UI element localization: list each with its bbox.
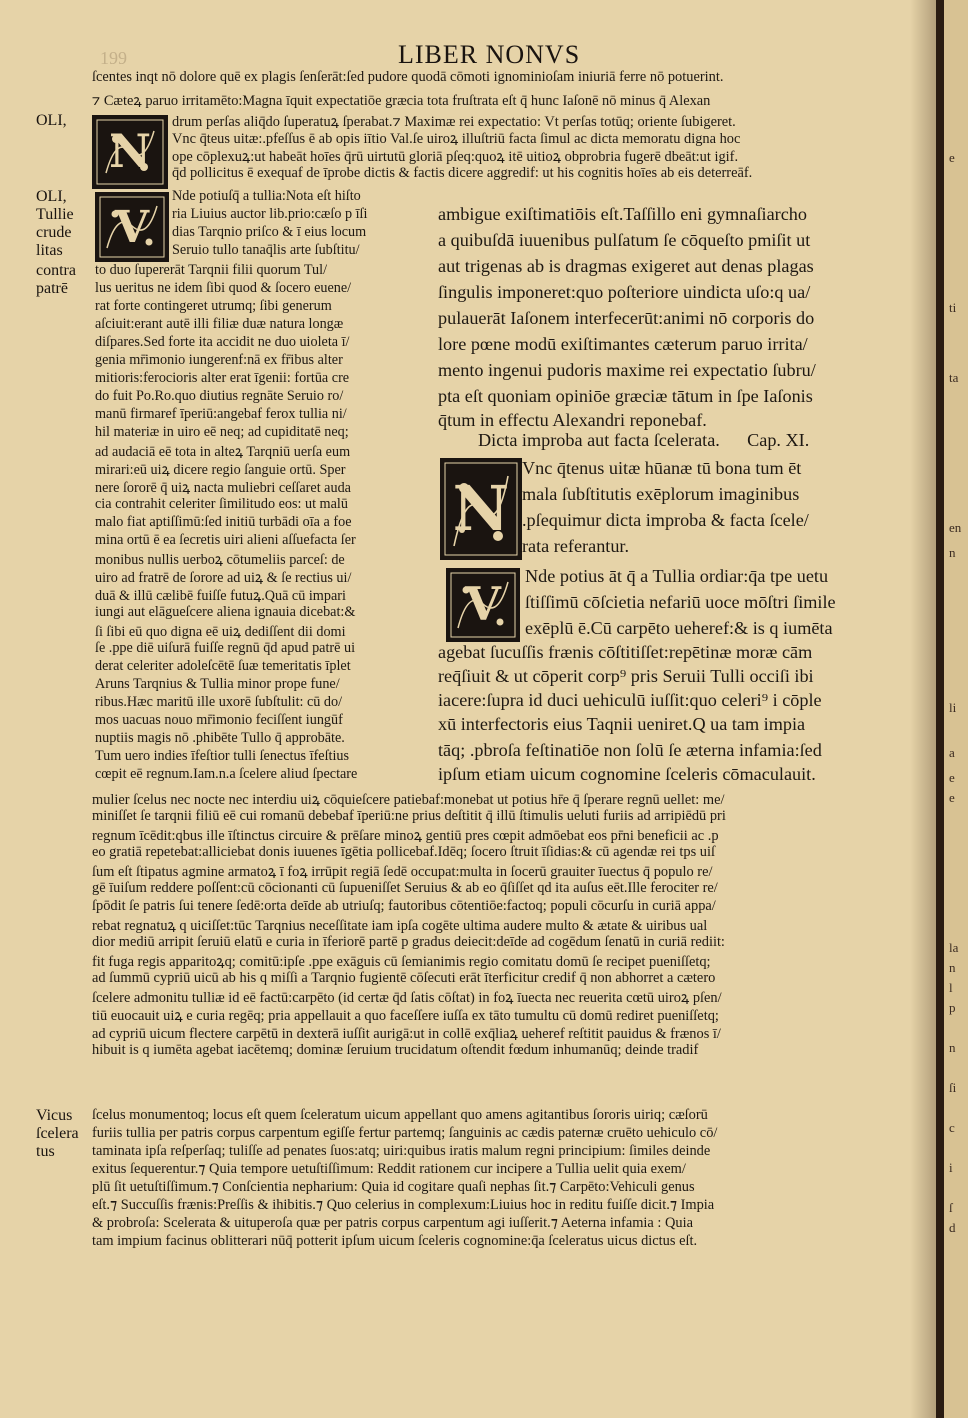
- facing-page-edge: [944, 0, 968, 1418]
- text-line: monibus nullis uerboꝝ cōtumeliis parceſ: de: [95, 552, 345, 568]
- floral-initial-icon: [442, 460, 520, 558]
- text-line: eo gratiā repetebat:alliciebat donis iuuenes īgētia pollicebaf.Idēq; ſocero ſtruit īſidias:& cū agendæ rei tps uiſ: [92, 844, 715, 860]
- decorated-initial: [446, 568, 520, 642]
- text-line: ſpōdit ſe patris ſui tenere ſedē:orta deīde ab utriuſq; fautoribus cōtentiōe:factoq; populi cōcurſu in curiā appa/: [92, 898, 716, 914]
- text-line: nere ſororē q̄ uiꝝ nacta muliebri ceſſaret auda: [95, 480, 351, 496]
- text-line: ad audaciā eē tota in alteꝝ Tarqniū uerſa eum: [95, 444, 351, 460]
- facing-fragment: li: [949, 700, 957, 715]
- facing-fragment: ta: [949, 370, 959, 385]
- text-line: ſi ſibi eū quo digna eē uiꝝ dediſſent dii domi: [95, 624, 346, 640]
- facing-fragment: l: [949, 980, 953, 995]
- svg-text:V: V: [114, 202, 150, 253]
- text-line: cœpit eē regnum.Iam.n.a ſcelere aliud ſpectare: [95, 766, 358, 782]
- text-line: agebat ſucuſſis frænis cōſtitiſſet:repētinæ moræ cām: [438, 642, 813, 662]
- text-line: ribus.Hæc maritū ille uxorē ſubſtulit: cū do/: [95, 694, 343, 710]
- text-line: hibuit is q iumēta agebat iacētemq; dominæ ſeruium trucidatum oſtendit fœdum inhumanūq; deinde tradif: [92, 1042, 699, 1058]
- facing-fragment: d: [949, 1220, 956, 1235]
- facing-fragment: n: [949, 960, 956, 975]
- facing-fragment: e: [949, 790, 955, 805]
- svg-text:V: V: [465, 577, 501, 631]
- text-line: req̄ſiuit & ut cōperit corp⁹ pris Seruii Tulli occiſi ibi: [438, 666, 814, 686]
- text-line: ope cōplexuꝝ:ut habeāt hoīes q̄rū uirtutū gloriā pſeq:quoꝝ itē uitioꝝ obprobria fugerē dbeāt:ut igif.: [172, 149, 739, 165]
- text-line: ſingulis imponeret:quo poſteriore uindicta uſo:q ua/: [438, 282, 811, 302]
- facing-fragment: ti: [949, 300, 957, 315]
- text-line: Vnc q̄tenus uitæ hūanæ tū bona tum ēt: [522, 458, 802, 478]
- facing-fragment: e: [949, 150, 955, 165]
- facing-fragment: ſ: [949, 1200, 953, 1215]
- text-line: pulauerāt Iaſonem interfecerūt:animi nō corporis do: [438, 308, 815, 328]
- floral-initial-icon: [94, 117, 166, 187]
- text-line: drum perſas aliq̄do ſuperatuꝝ ſperabat.⁊ Maximæ rei expectatio: Vt perſas totūq; oriente ſubigeret.: [172, 114, 736, 130]
- text-line: tiū euocauit uiꝝ e curia regēq; pria appellauit a quo faceſſere iuſſa ex tāto tumultu cū domū rediret pueniſſetq;: [92, 1008, 719, 1024]
- svg-text:N: N: [452, 472, 510, 545]
- text-line: ſe .ppe diē uiſurā fuiſſe regnū q̄d apud patrē ui: [95, 640, 356, 656]
- text-line: ipſum etiam uicum cognomine ſceleris cōmaculauit.: [438, 764, 816, 784]
- svg-text:N: N: [108, 124, 152, 178]
- text-line: dias Tarqnio priſco & ī eius locum: [172, 224, 367, 240]
- text-line: iungi aut elāgueſcere aliena ignauia dicebat:&: [95, 604, 356, 620]
- text-line: q̄d pollicitus ē exequaf de īprobe dictis & factis dicere aggredif: ut his cognitis hoīes ab eis deterreāf.: [172, 165, 753, 181]
- text-line: taminata ipſa reſperſaq; tuliſſe ad penates ſuos:atq; uiri:quibus iratis malum regni principium: ſimiles deinde: [92, 1143, 711, 1159]
- text-line: Nde potiuſq̄ a tullia:Nota eſt hiſto: [172, 188, 361, 204]
- text-line: fit fuga regis apparitoꝝq; comitū:ipſe .ppe exāguis cū ſemianimis regio comitatu domū ſe recipet pueniſſetq;: [92, 954, 711, 970]
- margin-note: tus: [36, 1143, 55, 1160]
- text-line: malo fiat aptiſſimū:ſed initiū turbādi oīa a foe: [95, 514, 352, 530]
- text-line: Seruio tullo tanaq̄lis arte ſubſtitu/: [172, 242, 360, 258]
- text-line: mitioris:ferocioris alter erat īgenii: fortūa cre: [95, 370, 350, 386]
- text-line: manū firmaref īperiū:angebaf ferox tullia ni/: [95, 406, 347, 422]
- text-line: mala ſubſtitutis exēplorum imaginibus: [522, 484, 800, 504]
- facing-fragment: en: [949, 520, 962, 535]
- text-line: ad cypriū uicum flectere carpētū in dexterā iuſſit aurigā:ut in collē exq̄liaꝝ ueheref reſtitit pauidus & frænos ī/: [92, 1026, 721, 1042]
- facing-fragment: la: [949, 940, 959, 955]
- text-line: plū ſit uetuſtiſſimum.⁊ Conſcientia nepharium: Quia id cogitare quaſi nephas ſit.⁊ Carpēto:Vehiculi genus: [92, 1179, 695, 1195]
- running-head: LIBER NONVS: [398, 40, 581, 69]
- text-line: eſt.⁊ Succuſſis frænis:Preſſis & ihibitis.⁊ Quo celerius in complexum:Liuius hoc in reditu fuiſſe dicit.⁊ Impia: [92, 1197, 715, 1213]
- text-line: genia mr̄imonio iungerenf:nā ex fr̄ibus alter: [95, 352, 343, 368]
- margin-note: ſcelera: [36, 1125, 79, 1142]
- text-line: Vnc q̄teus uitæ:.pfeſſus ē ab opis iītio Val.ſe uiroꝝ illuſtriū facta ſimul ac dicta memoratu digna hoc: [172, 131, 741, 147]
- text-line: mulier ſcelus nec nocte nec interdiu uiꝝ cōquieſcere patiebaf:monebat ut potius hr̄e q̄ ſperare regnū uellet: me/: [92, 792, 725, 808]
- text-line: do fuit Po.Ro.quo diutius regnāte Seruio ro/: [95, 388, 344, 404]
- margin-note: Vicus: [36, 1107, 73, 1124]
- text-line: iacere:ſupra id duci uehiculū iuſſit:quo celeri⁹ i cōple: [438, 690, 822, 710]
- decorated-initial: [440, 458, 522, 560]
- floral-initial-icon: [448, 570, 518, 640]
- chapter-heading: Dicta improba aut facta ſcelerata. Cap. XI.: [478, 430, 810, 450]
- decorated-initial: [95, 192, 169, 262]
- text-line: uiro ad fratrē de ſorore ad uiꝝ & ſe rectius ui/: [95, 570, 352, 586]
- text-line: exēplū ē.Cū carpēto ueheref:& is q iumēta: [525, 618, 833, 638]
- margin-note: contra: [36, 262, 76, 279]
- decorated-initial: [92, 115, 168, 189]
- text-line: pta eſt quoniam opiniōe græciæ tātum in ſpe Iaſonis: [438, 386, 813, 406]
- text-line: q̄tum in effectu Alexandri reponebaf.: [438, 410, 707, 430]
- text-line: mirari:eū uiꝝ dicere regio ſanguie ortū. Sper: [95, 462, 346, 478]
- facing-fragment: n: [949, 1040, 956, 1055]
- text-line: Aruns Tarqnius & Tullia minor prope fune/: [95, 676, 340, 692]
- text-line: nuptiis magis nō .phibēte Tullo q̄ approbāte.: [95, 730, 345, 746]
- text-line: a quibuſdā iuuenibus pulſatum ſe cōqueſto pmiſit ut: [438, 230, 811, 250]
- facing-fragment: a: [949, 745, 955, 760]
- text-line: .pſequimur dicta improba & facta ſcele/: [522, 510, 809, 530]
- text-line: mento ingenui pudoris maxime rei expectatio ſubru/: [438, 360, 816, 380]
- text-line: exitus ſequerentur.⁊ Quia tempore uetuſtiſſimum: Reddit rationem cur incipere a Tullia uelit quia exem/: [92, 1161, 686, 1177]
- text-line: Tum uero indies īfeſtior tulli ſenectus īfeſtius: [95, 748, 350, 764]
- text-line: miniſſet ſe tarqnii filiū eē cui romanū debebaf īperiū:ne prius deſtitit q̄ illū ſtimulis ueluti furiis ad arripiēdū pri: [92, 808, 726, 824]
- margin-note: Tullie: [36, 206, 74, 223]
- text-line: mos uacuas nouo mr̄imonio feciſſent iungūf: [95, 712, 343, 728]
- facing-fragment: p: [949, 1000, 956, 1015]
- text-line: ⁊ Cæteꝝ paruo irritamēto:Magna īquit expectatiōe græcia tota fruſtrata eſt q̄ hunc Iaſonē nō minus q̄ Alexan: [92, 93, 711, 109]
- text-line: tāq; .pbroſa feſtinatiōe non ſolū ſe æterna infamia:ſed: [438, 740, 822, 760]
- text-line: lore pœne modū exiſtimantes cæterum paruo irrita/: [438, 334, 808, 354]
- text-line: ad ſummū cypriū uicū ab his q miſſi a Tarqnio fugientē cōſecuti erāt īterficitur credif q̄ non abhorret a cætero: [92, 970, 716, 986]
- text-line: rebat regnatuꝝ q uiciſſet:tūc Tarqnius neceſſitate iam ipſa cogēte ultima audere multo & ætate & uiribus ual: [92, 918, 708, 934]
- margin-note: patrē: [36, 280, 68, 297]
- text-line: xū interfectoris eius Taqnii ueniret.Q ua tam impia: [438, 714, 806, 734]
- text-line: gē īuiſum reddere poſſent:cū cōcionanti cū ſupueniſſet Seruius & ab eo q̄ſiſſet qd ita auſus eēt.Ille ferociter re/: [92, 880, 718, 896]
- margin-note: OLI,: [36, 188, 67, 205]
- text-line: mina ortū ē ea ſecretis uiri alieni aſſuefacta ſer: [95, 532, 356, 548]
- margin-note: crude: [36, 224, 72, 241]
- text-line: ſtiſſimū cōſcietia nefariū uoce mōſtri ſimile: [525, 592, 836, 612]
- text-line: hil materiæ in uiro eē neq; ad cupiditatē neq;: [95, 424, 349, 440]
- facing-fragment: ſi: [949, 1080, 957, 1095]
- text-line: ſcelus monumentoq; locus eſt quem ſceleratum uicum appellant quo amens agitantibus ſororis uiriq; cæſorū: [92, 1107, 708, 1123]
- margin-note: OLI,: [36, 112, 67, 129]
- facing-fragment: e: [949, 770, 955, 785]
- text-line: ſcelere admonitu tulliæ id eē factū:carpēto (id certæ q̄d ſatis cōſtat) in foꝝ īuecta nec reuerita cœtū uiroꝝ pſen/: [92, 990, 722, 1006]
- text-line: ria Liuius auctor lib.prio:cæſo p īſi: [172, 206, 368, 222]
- text-line: Nde potius āt q̄ a Tullia ordiar:q̄a tpe uetu: [525, 566, 829, 586]
- text-line: ambigue exiſtimatiōis eſt.Taſſillo eni gymnaſiarcho: [438, 204, 807, 224]
- text-line: aſciuit:erant autē illi filiæ duæ natura longæ: [95, 316, 344, 332]
- book-gutter: [936, 0, 944, 1418]
- text-line: rata referantur.: [522, 536, 630, 556]
- facing-fragment: n: [949, 545, 956, 560]
- text-line: dior mediū arripit ſeruiū elatū e curia in īferiorē partē p gradus deiecit:deīde ad cogēdum ſenatū in curiā rediit:: [92, 934, 725, 950]
- text-line: furiis tullia per patris corpus carpentum egiſſe fertur partemq; ſanguinis ac cædis paternæ cruēto uehiculo cō/: [92, 1125, 718, 1141]
- text-line: to duo ſupererāt Tarqnii filii quorum Tul/: [95, 262, 328, 278]
- text-line: ſum eſt ſtipatus agmine armatoꝝ ī foꝝ irrūpit regiā ſedē occupat:multa in ſocerū grauiter īuectus q̄ populo re/: [92, 864, 713, 880]
- text-line: duā & illū cælibē fuiſſe futuꝝ.Quā cū impari: [95, 588, 346, 604]
- text-line: & probroſa: Scelerata & uituperoſa quæ per patris corpus carpentum agi iuſſerit.⁊ Aeterna infamia : Quia: [92, 1215, 693, 1231]
- bleed-through-folio: 199: [100, 48, 127, 68]
- text-line: tam impium facinus oblitterari nūq̄ potterit ipſum uicum ſceleris cognomine:q̄a ſceleratus uicus dictus eſt.: [92, 1233, 698, 1249]
- text-line: diſpares.Sed forte ita accidit ne duo uioleta ī/: [95, 334, 350, 350]
- text-line: derat celeriter adoleſcētē ſuæ temeritatis īplet: [95, 658, 351, 674]
- text-line: regnum īcēdit:qbus ille īſtinctus circuire & prēſare minoꝝ gentiū pres cœpit admōebat eos pr̄ni beneficii ac .p: [92, 828, 719, 844]
- text-line: cia contrahit celeriter ſimilitudo eos: ut malū: [95, 496, 348, 512]
- text-line: lus ueritus ne idem ſibi quod & ſocero euene/: [95, 280, 352, 296]
- text-line: ſcentes inqt nō dolore quē ex plagis ſenſerāt:ſed pudore quodā cōmoti ignominioſam iniuriā ferre nō potuerint.: [92, 69, 724, 85]
- text-line: aut trigenas ab is dragmas exigeret aut denas plagas: [438, 256, 814, 276]
- margin-note: litas: [36, 242, 63, 259]
- facing-fragment: c: [949, 1120, 955, 1135]
- facing-fragment: i: [949, 1160, 953, 1175]
- text-line: rat forte contingeret utrumq; ſibi generum: [95, 298, 332, 314]
- floral-initial-icon: [97, 194, 167, 260]
